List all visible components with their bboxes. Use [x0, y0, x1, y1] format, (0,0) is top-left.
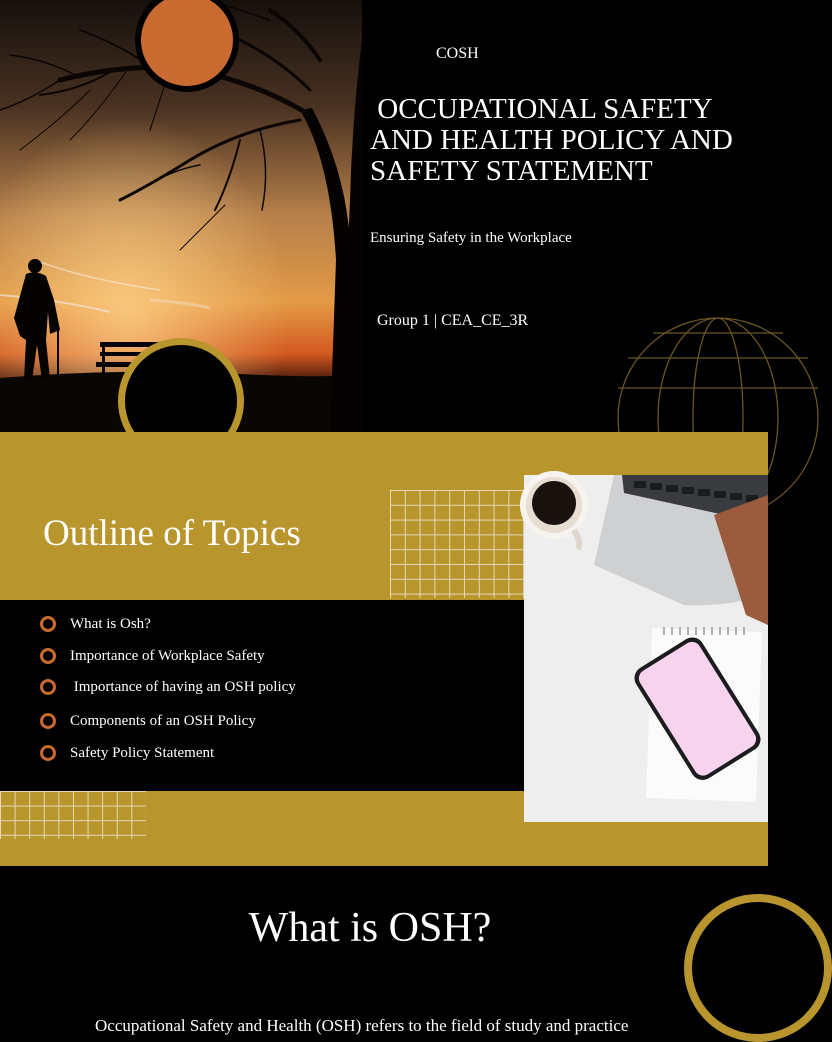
circle-bullet-icon	[40, 745, 56, 761]
topic-label: Importance of having an OSH policy	[70, 678, 296, 695]
topic-label: Safety Policy Statement	[70, 744, 215, 761]
desk-laptop-phone-photo	[524, 475, 768, 822]
circle-bullet-icon	[40, 679, 56, 695]
grid-pattern-decoration	[390, 490, 524, 598]
topic-item	[40, 741, 214, 765]
topic-item	[40, 612, 151, 636]
what-is-osh-slide	[0, 866, 768, 1035]
topic-label: What is Osh?	[70, 615, 151, 632]
topic-label: Importance of Workplace Safety	[70, 647, 265, 664]
globe-outline-decoration	[598, 308, 768, 432]
circle-bullet-icon	[40, 616, 56, 632]
title-slide	[0, 0, 768, 432]
presentation-title: OCCUPATIONAL SAFETY AND HEALTH POLICY AND SAFETY STATEMENT	[370, 93, 741, 187]
circle-bullet-icon	[40, 713, 56, 729]
topic-item	[40, 644, 265, 668]
topics-panel	[0, 600, 524, 791]
grid-pattern-decoration	[0, 791, 146, 839]
topic-item	[40, 675, 296, 699]
section-title: What is OSH?	[248, 905, 492, 951]
gold-ring-decoration	[684, 894, 832, 1042]
group-label: Group 1 | CEA_CE_3R	[377, 312, 529, 329]
presentation-subtitle: Ensuring Safety in the Workplace	[370, 230, 572, 246]
outline-title: Outline of Topics	[43, 513, 301, 554]
topic-item	[40, 709, 256, 733]
body-text: Occupational Safety and Health (OSH) refers to the field of study and practice	[95, 1016, 629, 1035]
course-label: COSH	[436, 45, 479, 62]
outline-slide	[0, 432, 768, 866]
topic-label: Components of an OSH Policy	[70, 712, 256, 729]
circle-bullet-icon	[40, 648, 56, 664]
